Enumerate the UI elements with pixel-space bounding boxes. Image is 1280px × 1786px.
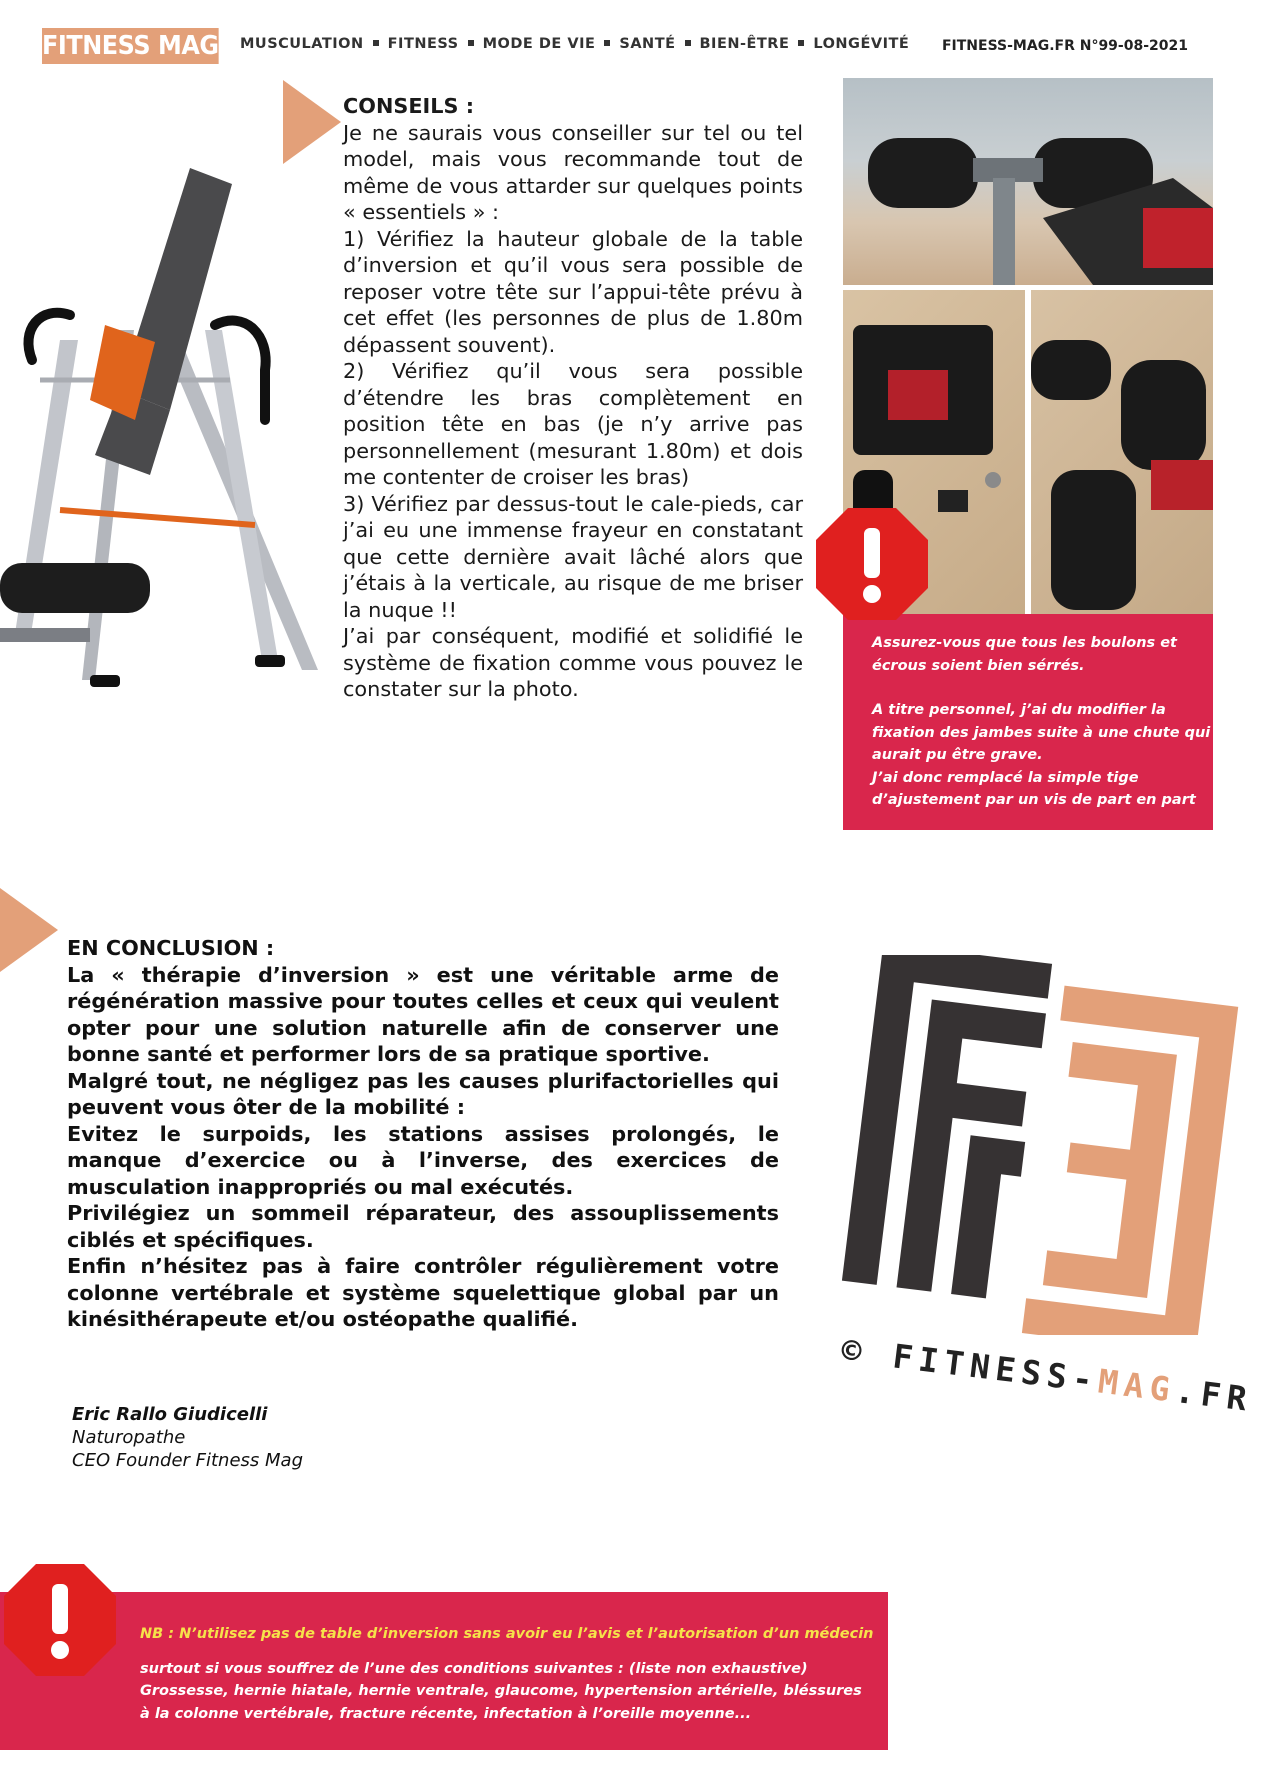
conclusion-section: [67, 935, 779, 1333]
caption-line: A titre personnel, j’ai du modifier la fixation des jambes suite à une chute qui aurait pu être grave.: [872, 702, 1211, 763]
magazine-logo: FITNESS MAG: [42, 28, 219, 64]
conseils-section: [343, 93, 803, 703]
section-marker-icon: [283, 80, 341, 164]
conseils-heading: CONSEILS :: [343, 94, 475, 118]
section-marker-icon: [0, 888, 58, 972]
caption-line: Assurez-vous que tous les boulons et écrous soient bien sérrés.: [872, 635, 1177, 674]
author-title: CEO Founder Fitness Mag: [72, 1450, 303, 1471]
author-role: Naturopathe: [72, 1427, 186, 1448]
conclusion-heading: EN CONCLUSION :: [67, 936, 275, 960]
conseils-paragraph: 2) Vérifiez qu’il vous sera possible d’étendre les bras complètement en position tête en bas (je n’y arrive pas personnellement (mesurant 1.80m) et dois me contenter de croiser les bras): [343, 359, 803, 489]
inversion-table-image: [0, 80, 340, 690]
author-signature: [72, 1403, 303, 1472]
conclusion-paragraph: La « thérapie d’inversion » est une véritable arme de régénération massive pour toutes celles et ceux qui veulent opter pour une solution naturelle afin de conserver une bonne santé et performer lors de sa pratique sportive.: [67, 962, 779, 1066]
caption-line: J’ai donc remplacé la simple tige d’ajustement par un vis de part en part: [872, 769, 1196, 808]
foot-rest-photo: [1031, 290, 1213, 614]
conclusion-paragraph: Enfin n’hésitez pas à faire contrôler régulièrement votre colonne vertébrale et système squelettique global par un kinésithérapeute et/ou ostéopathe qualifié.: [67, 1254, 779, 1331]
conseils-paragraph: J’ai par conséquent, modifié et solidifié le système de fixation comme vous pouvez le constater sur la photo.: [343, 624, 803, 701]
conseils-paragraph: Je ne saurais vous conseiller sur tel ou tel model, mais vous recommande tout de même de vous attarder sur quelques points « essentiels » :: [343, 120, 803, 224]
issue-number: FITNESS-MAG.FR N°99-08-2021: [941, 38, 1188, 54]
nav-item: MODE DE VIE: [482, 36, 596, 52]
fitness-mag-logo: [840, 955, 1260, 1335]
warning-icon: [812, 504, 932, 624]
conclusion-paragraph: Privilégiez un sommeil réparateur, des assouplissements ciblés et spécifiques.: [67, 1201, 779, 1252]
nav-item: LONGÉVITÉ: [813, 36, 910, 52]
conseils-paragraph: 3) Vérifiez par dessus-tout le cale-pieds, car j’ai eu une immense frayeur en constatant que cette dernière avait lâché alors que j’étais à la verticale, au risque de me briser la nuque !!: [343, 491, 803, 622]
nav-item: FITNESS: [387, 36, 459, 52]
photo-caption: [872, 632, 1212, 812]
note-line: Grossesse, hernie hiatale, hernie ventrale, glaucome, hypertension artérielle, bléssures: [140, 1683, 862, 1699]
note-line: surtout si vous souffrez de l’une des conditions suivantes : (liste non exhaustive): [140, 1660, 808, 1677]
nav-item: SANTÉ: [619, 36, 676, 52]
logo-copyright: © FITNESS-MAG.FR: [839, 1330, 1255, 1420]
conseils-paragraph: 1) Vérifiez la hauteur globale de la table d’inversion et qu’il vous sera possible de reposer votre tête sur l’appui-tête prévu à cet effet (les personnes de plus de 1.80m dépassent souvent).: [343, 226, 803, 357]
medical-note: [140, 1623, 880, 1725]
nav-item: BIEN-ÊTRE: [699, 36, 790, 52]
section-nav: [240, 36, 909, 52]
note-heading: NB : N’utilisez pas de table d’inversion sans avoir eu l’avis et l’autorisation d’un médecin: [140, 1626, 874, 1642]
drill-photo: [843, 78, 1213, 285]
note-line: à la colonne vertébrale, fracture récente, infectation à l’oreille moyenne...: [140, 1705, 752, 1722]
warning-icon: [0, 1560, 120, 1680]
conclusion-paragraph: Evitez le surpoids, les stations assises prolongés, le manque d’exercice ou à l’inverse, des exercices de musculation inappropriés ou mal exécutés.: [67, 1121, 779, 1199]
conclusion-paragraph: Malgré tout, ne négligez pas les causes plurifactorielles qui peuvent vous ôter de la mobilité :: [67, 1068, 779, 1119]
nav-item: MUSCULATION: [240, 36, 364, 52]
author-name: Eric Rallo Giudicelli: [72, 1404, 268, 1425]
